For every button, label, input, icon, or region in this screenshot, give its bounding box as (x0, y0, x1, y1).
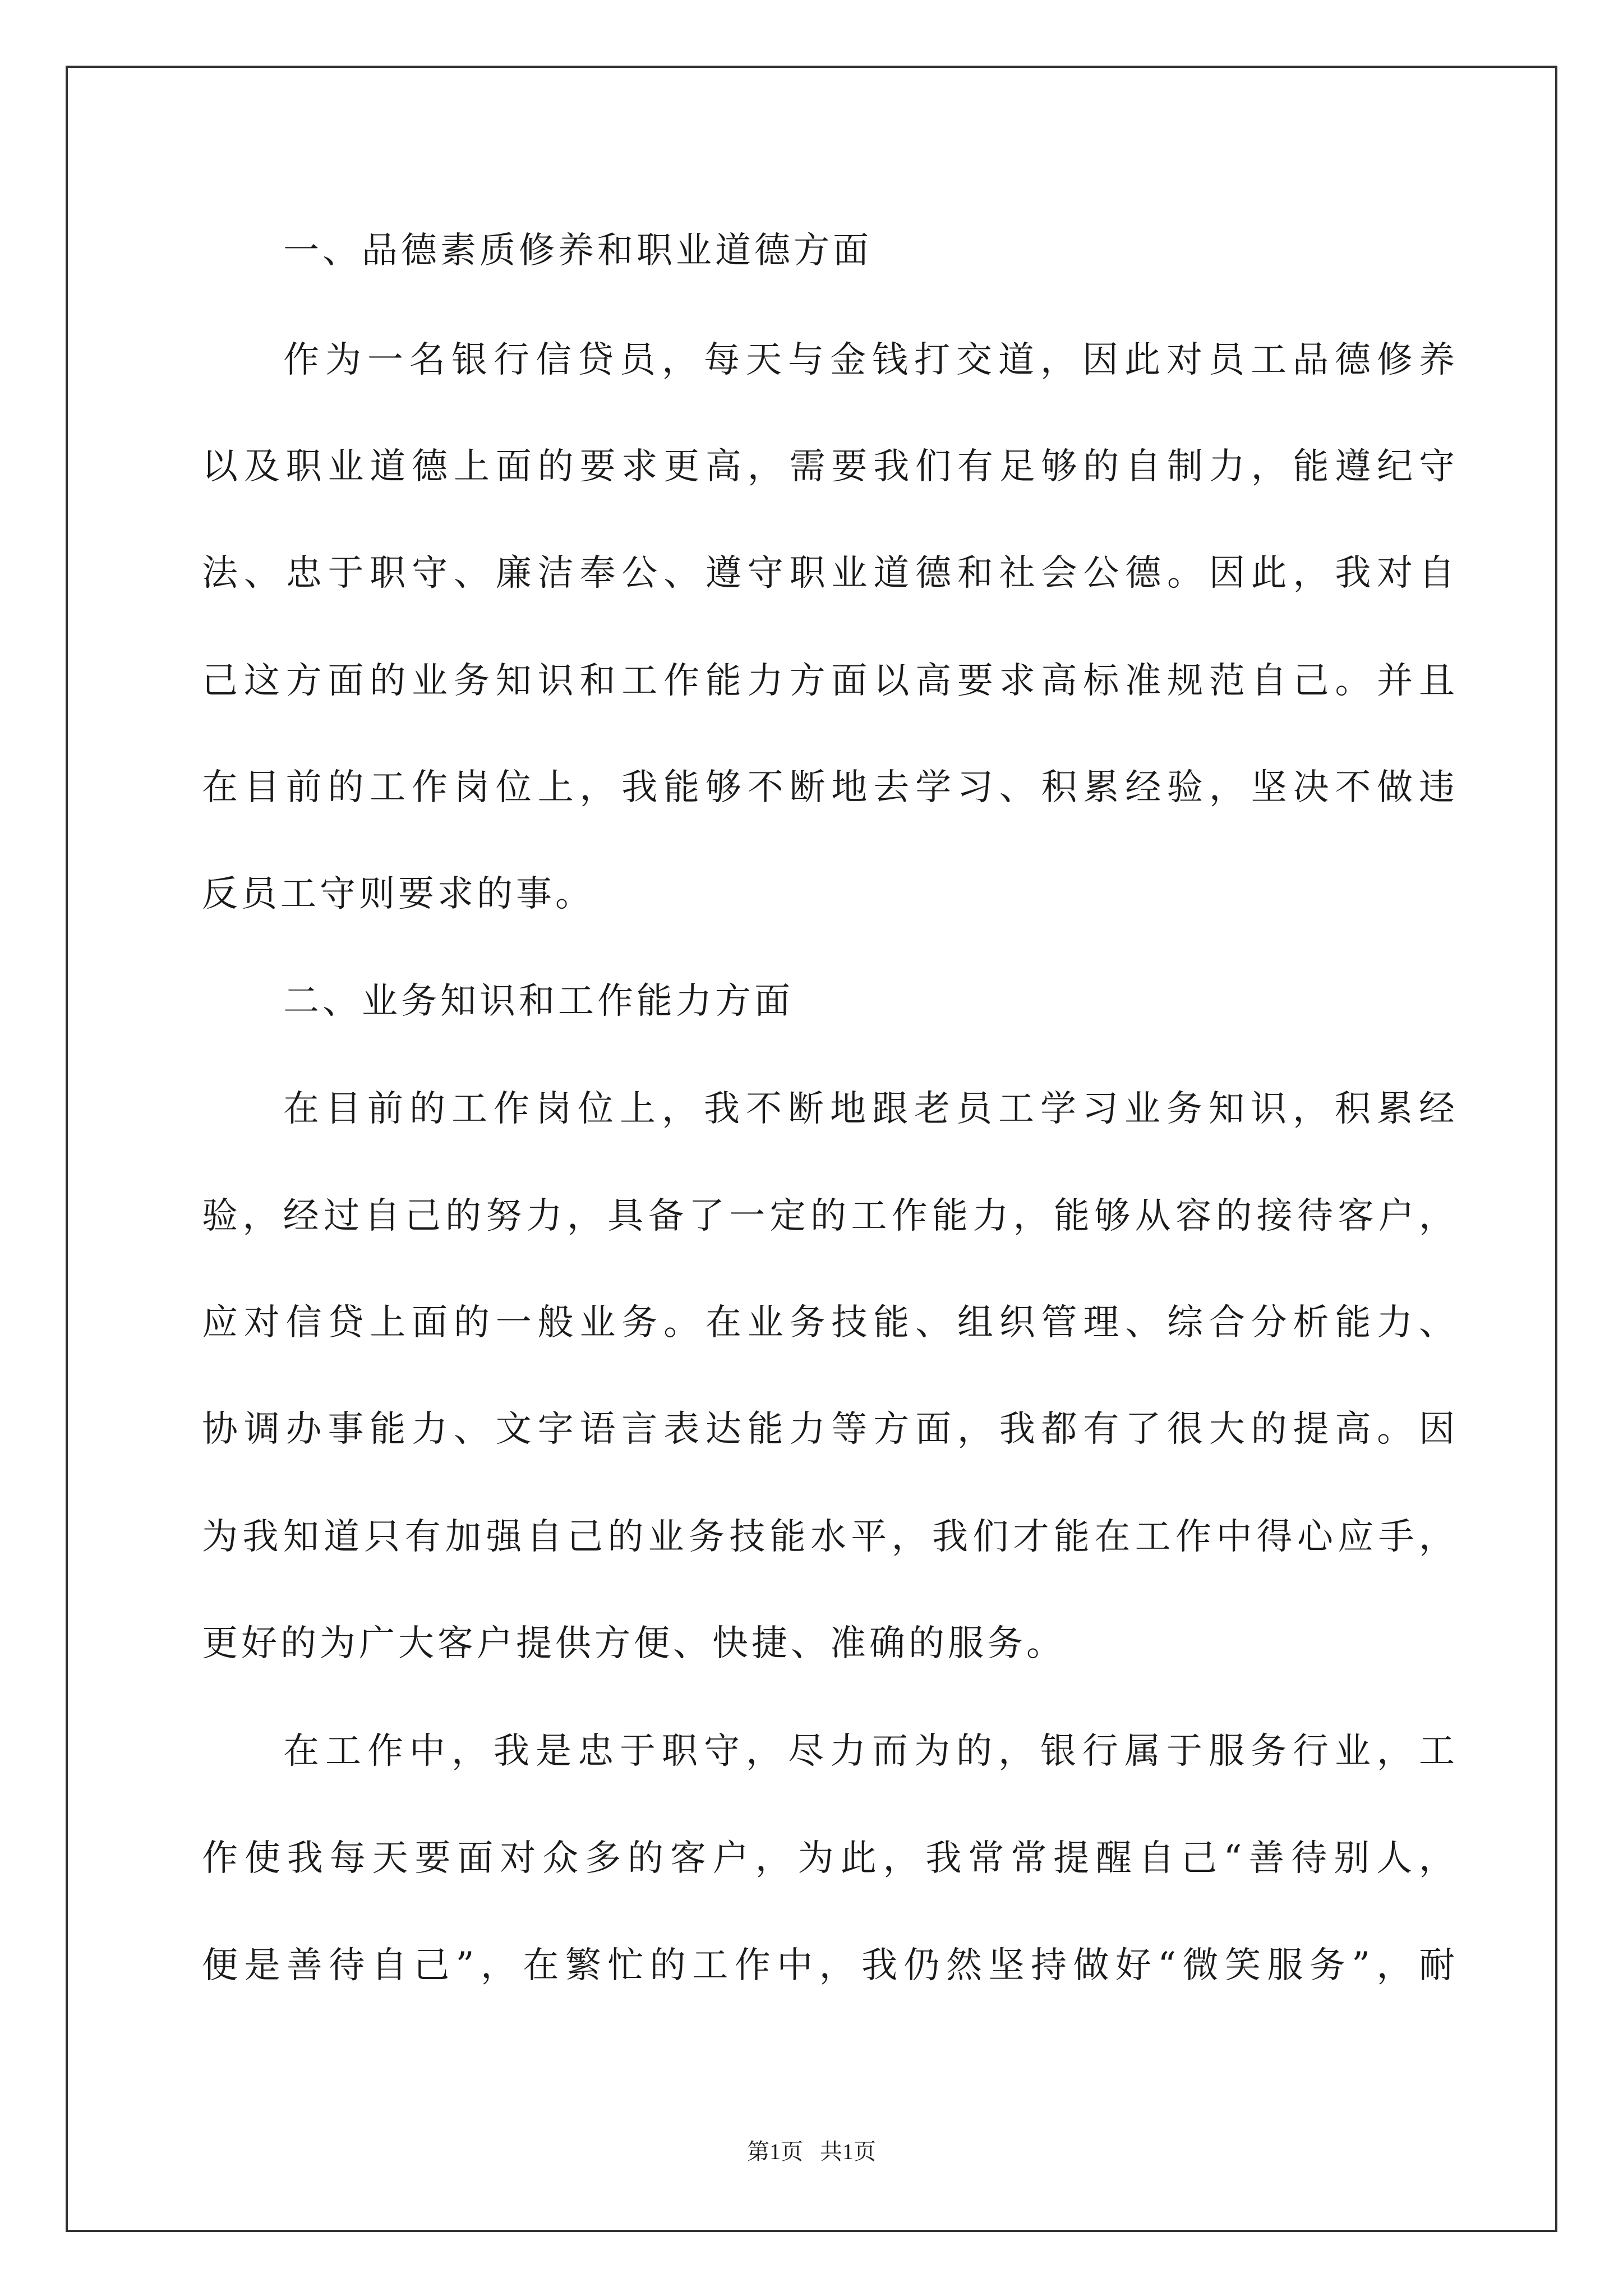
paragraph-2-line-5: 为我知道只有加强自己的业务技能水平，我们才能在工作中得心应手， (202, 1516, 1458, 1558)
paragraph-1-line-2: 以及职业道德上面的要求更高，需要我们有足够的自制力，能遵纪守 (202, 446, 1458, 487)
paragraph-3-line-1: 在工作中，我是忠于职守，尽力而为的，银行属于服务行业，工 (283, 1731, 1458, 1772)
paragraph-2-line-6: 更好的为广大客户提供方便、快捷、准确的服务。 (202, 1623, 1066, 1664)
paragraph-2-line-4: 协调办事能力、文字语言表达能力等方面，我都有了很大的提高。因 (202, 1409, 1458, 1450)
section-heading-2: 二、业务知识和工作能力方面 (283, 981, 794, 1022)
paragraph-1-line-5: 在目前的工作岗位上，我能够不断地去学习、积累经验，坚决不做违 (202, 767, 1458, 808)
paragraph-1-line-6: 反员工守则要求的事。 (202, 873, 594, 915)
section-heading-1: 一、品德素质修养和职业道德方面 (283, 230, 872, 272)
paragraph-2-line-3: 应对信贷上面的一般业务。在业务技能、组织管理、综合分析能力、 (202, 1302, 1458, 1343)
page-footer: 第1页 共1页 (747, 2139, 876, 2164)
paragraph-3-line-2: 作使我每天要面对众多的客户，为此，我常常提醒自己“善待别人， (202, 1838, 1458, 1879)
paragraph-1-line-1: 作为一名银行信贷员，每天与金钱打交道，因此对员工品德修养 (283, 339, 1458, 381)
paragraph-1-line-4: 己这方面的业务知识和工作能力方面以高要求高标准规范自己。并且 (202, 660, 1458, 702)
paragraph-2-line-2: 验，经过自己的努力，具备了一定的工作能力，能够从容的接待客户， (202, 1195, 1458, 1237)
paragraph-2-line-1: 在目前的工作岗位上，我不断地跟老员工学习业务知识，积累经 (283, 1088, 1458, 1130)
paragraph-3-line-3: 便是善待自己”，在繁忙的工作中，我仍然坚持做好“微笑服务”，耐 (202, 1945, 1458, 1986)
paragraph-1-line-3: 法、忠于职守、廉洁奉公、遵守职业道德和社会公德。因此，我对自 (202, 553, 1458, 594)
